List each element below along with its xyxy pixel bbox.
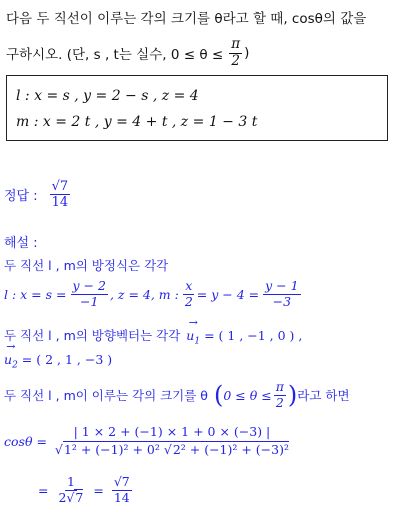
fraction-numerator: √7 [51,179,69,194]
radicand: 7 [75,489,84,505]
equation-part: , z = 4, m : [109,286,179,302]
fraction-numerator: 1 [66,474,75,489]
given-lines-box [6,75,388,141]
vector-symbol: u [4,352,13,367]
fraction-numerator: x [185,278,193,293]
fraction-numerator: y − 1 [265,278,299,293]
fraction-denominator: 2 [231,52,240,69]
equation-part: = ( 1 , −1 , 0 ) , [204,328,303,343]
fraction-numerator: π [231,36,241,52]
result-fraction [56,476,85,504]
question-line-2 [6,38,249,68]
cos-formula [4,426,293,456]
solution-step-5 [4,381,350,409]
equation-part: 두 직선 l , m의 방향벡터는 각각 [4,328,181,343]
fraction-numerator: √7 [113,474,130,489]
solution-step-2 [4,280,303,308]
equals-sign: = [93,482,104,498]
sqrt-term-1: 1² + (−1)² + 0² [63,441,160,457]
answer-row [4,180,72,209]
equation-part: l : x = s = [4,286,67,302]
equation-part: 라고 하면 [297,388,350,403]
fraction [263,280,300,308]
fraction-denominator: 2 [184,293,193,309]
vector-subscript: 2 [12,360,18,371]
equals-sign: = [38,482,49,498]
fraction [183,280,195,308]
fraction-denominator: √1² + (−1)² + 0² √2² + (−1)² + (−3)² [54,441,289,457]
fraction-denominator: 14 [113,489,130,505]
equation-part: 두 직선 l , m이 이루는 각의 크기를 θ [4,388,208,403]
answer-fraction [50,180,71,209]
equation-part: = ( 2 , 1 , −3 ) [21,352,113,367]
direction-vector-u1 [186,328,200,347]
line-m-equation: m : x = 2 t , y = 4 + t , z = 1 − 3 t [16,114,258,130]
fraction-denominator: 2√7 [58,489,84,505]
fraction-denominator: −1 [80,293,99,309]
vector-symbol: u [186,328,195,343]
cos-fraction [53,426,291,456]
solution-step-4 [4,352,112,371]
fraction-numerator: π [275,379,284,394]
solution-step-1: 두 직선 l , m의 방정식은 각각 [4,258,169,273]
close-paren: ) [287,381,298,409]
final-fraction [112,476,132,504]
equation-part: = y − 4 = [196,286,260,302]
sqrt-term-2: 2² + (−1)² + (−3)² [172,441,289,457]
cos-result [38,476,134,504]
fraction-numerator: y − 2 [72,278,106,293]
question-pi-fraction [229,38,242,68]
open-paren: ( [213,381,224,409]
solution-label: 해설 : [4,236,38,251]
solution-step-3 [4,326,302,347]
question-condition: 구하시오. (단, s , t는 실수, 0 ≤ θ ≤ [6,47,224,63]
line-l-equation: l : x = s , y = 2 − s , z = 4 [16,88,199,104]
close-paren: ) [244,45,250,61]
fraction-denominator: 14 [51,195,69,210]
coefficient: 2 [58,489,67,505]
direction-vector-u2 [4,352,18,371]
fraction-denominator: 2 [275,394,284,410]
vector-subscript: 1 [194,336,201,347]
question-line-1: 다음 두 직선이 이루는 각의 크기를 θ라고 할 때, cosθ의 값을 [6,11,367,27]
fraction-denominator: −3 [272,293,292,309]
angle-range: 0 ≤ θ ≤ [223,387,272,403]
fraction [274,381,286,409]
fraction-numerator: | 1 × 2 + (−1) × 1 + 0 × (−3) | [68,426,277,442]
fraction [71,280,108,308]
answer-label: 정답 : [4,189,38,204]
cos-lhs: cosθ = [4,433,47,449]
